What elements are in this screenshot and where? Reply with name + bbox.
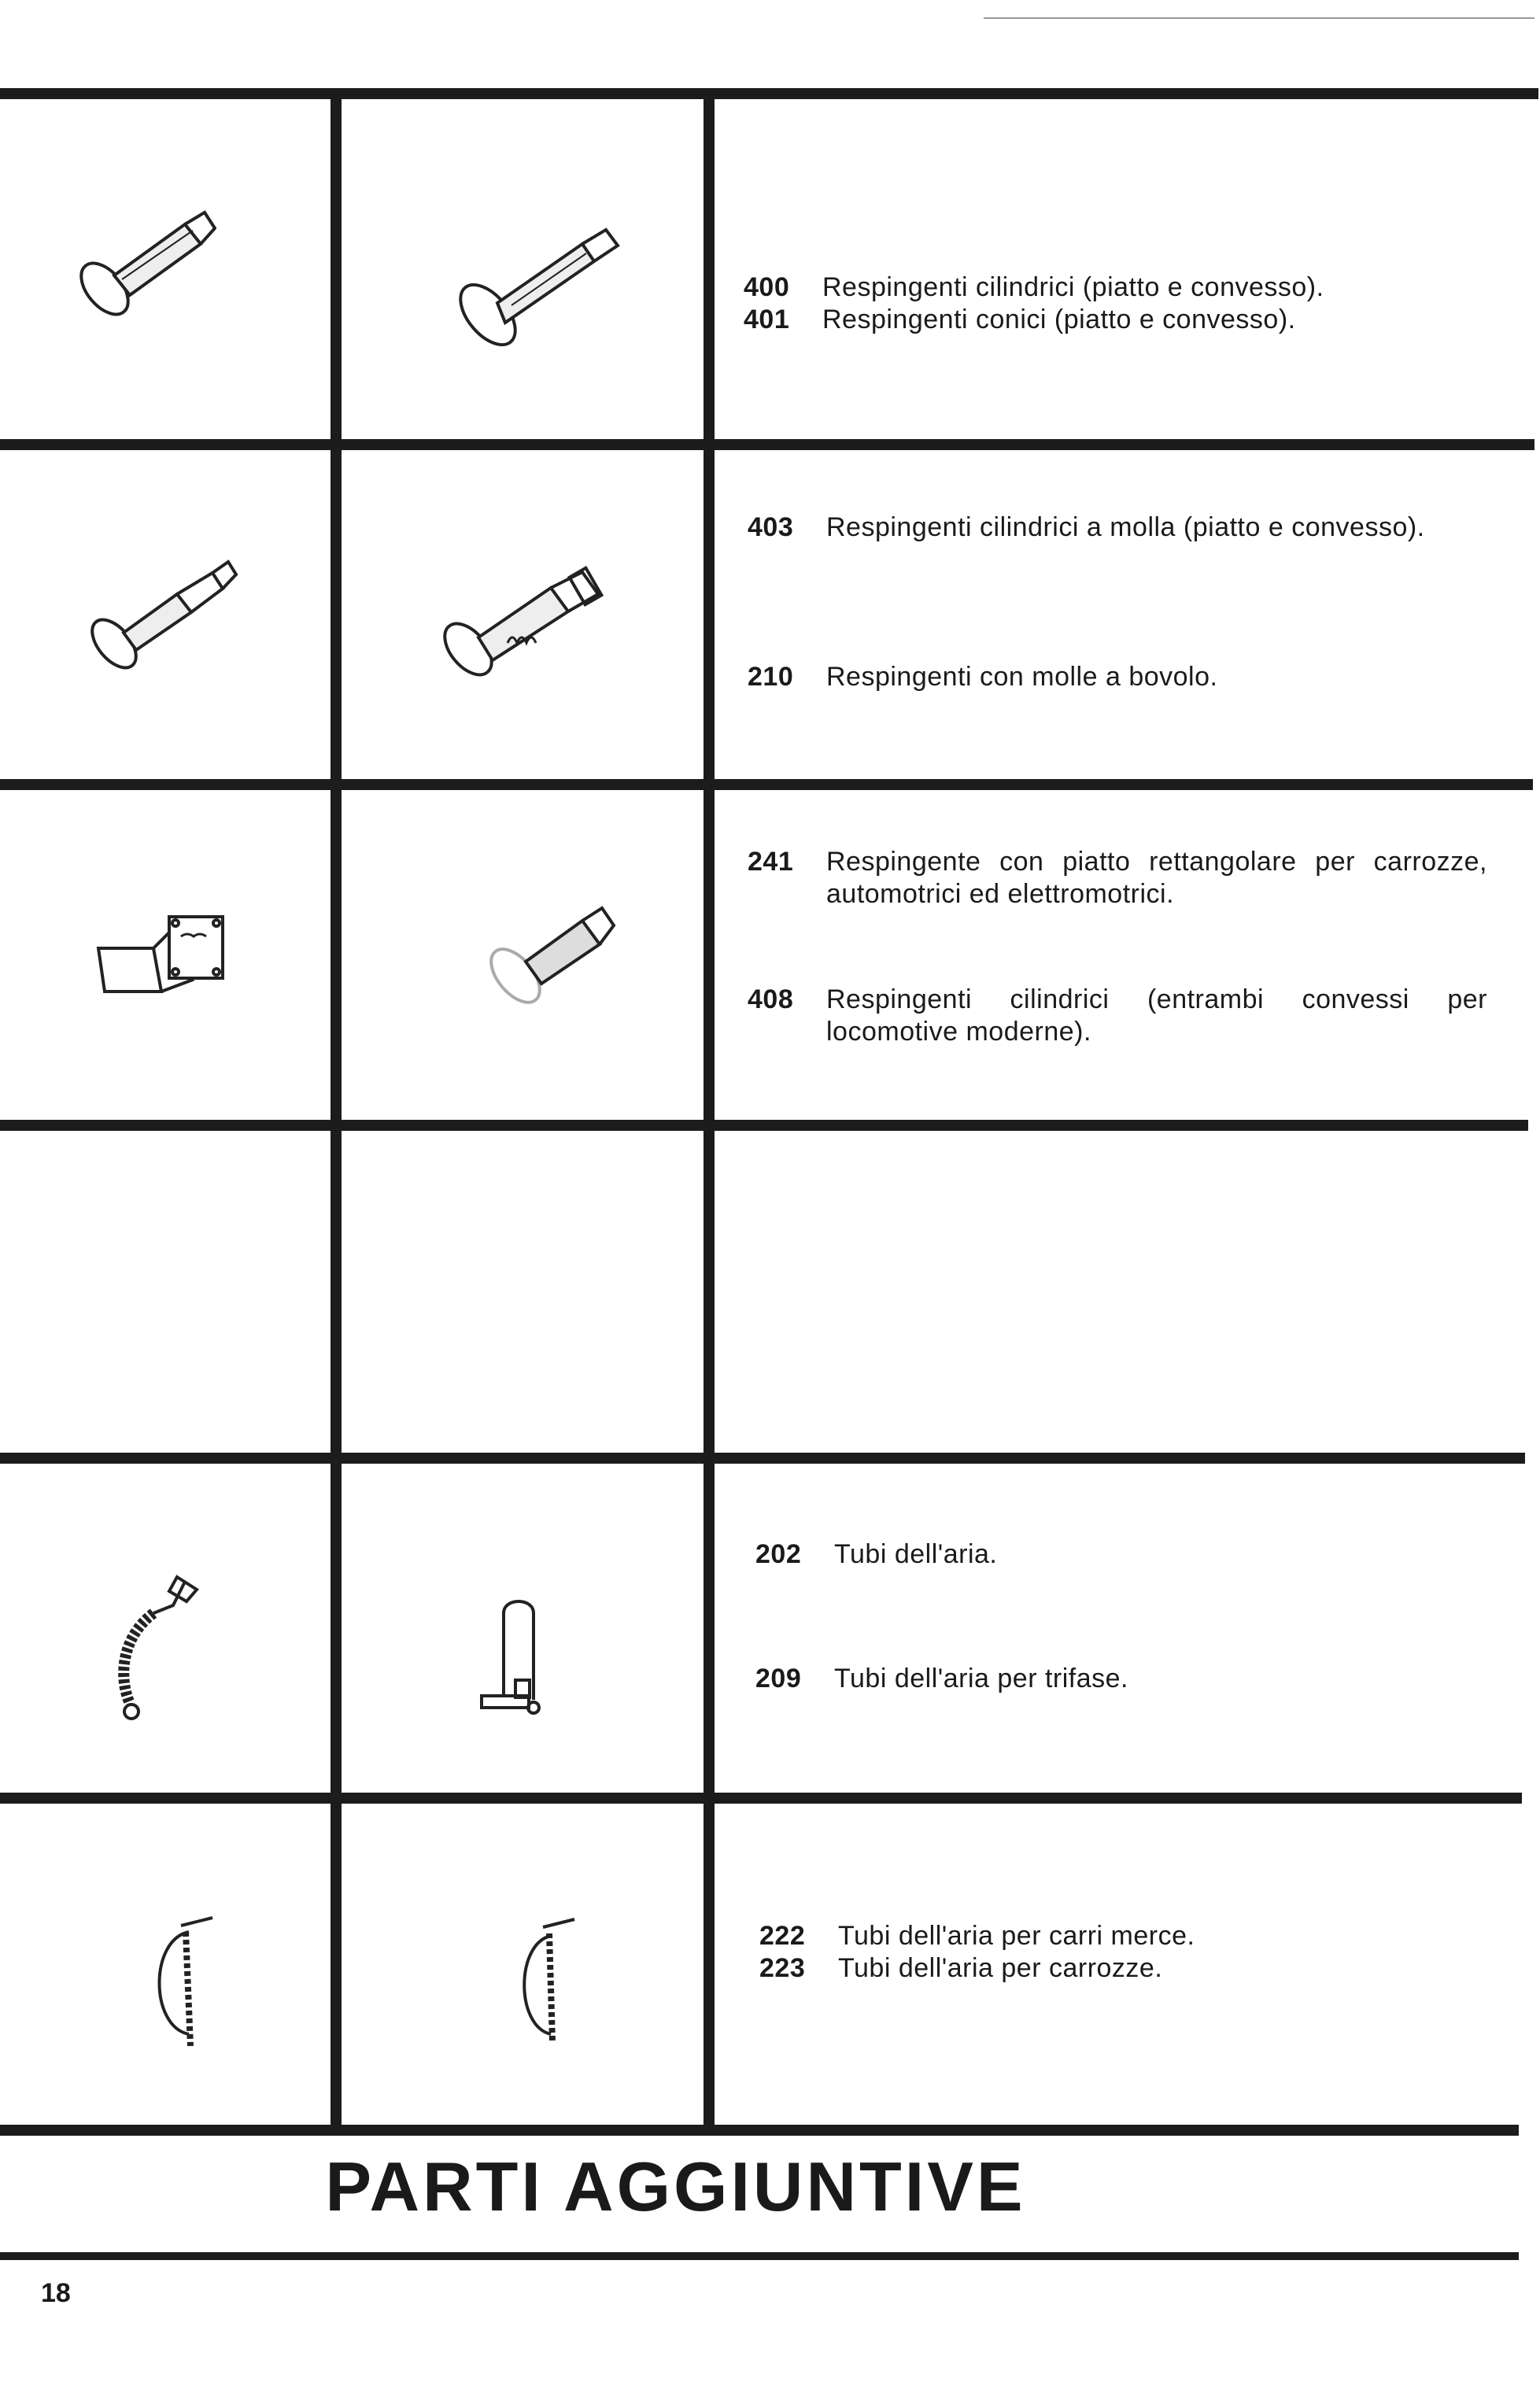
coach-air-hose-icon [511, 1916, 590, 2058]
item-text: Respingenti cilindrici (entrambi convessi per locomotive moderne). [826, 984, 1487, 1047]
freight-air-hose-icon [142, 1916, 228, 2058]
catalog-entry [744, 271, 1324, 304]
item-code: 408 [748, 984, 794, 1014]
grid-line [0, 1453, 1525, 1464]
top-rule [984, 17, 1534, 19]
grid-line [0, 779, 1533, 790]
grid-line [704, 88, 715, 2134]
item-code: 400 [744, 272, 790, 302]
item-code: 403 [748, 512, 794, 542]
section-title-text: PARTI AGGIUNTIVE [325, 2148, 1026, 2225]
grid-line [0, 439, 1534, 450]
section-title [0, 2147, 1540, 2227]
item-text: Tubi dell'aria per trifase. [834, 1664, 1129, 1693]
catalog-entry [748, 661, 1217, 693]
grid-line [0, 1793, 1522, 1804]
item-text: Respingenti cilindrici a molla (piatto e convesso). [826, 512, 1425, 542]
item-text: Respingenti con molle a bovolo. [826, 662, 1218, 692]
grid-line [0, 2252, 1519, 2260]
rectangular-buffer-icon [90, 901, 228, 1011]
convex-buffer-icon [480, 889, 618, 1023]
cylindrical-buffer-icon [75, 201, 216, 327]
item-text: Respingenti conici (piatto e convesso). [822, 305, 1296, 334]
item-code: 202 [755, 1539, 802, 1569]
grid-line [0, 2125, 1519, 2136]
item-code: 223 [759, 1953, 806, 1983]
grid-line [331, 88, 342, 2134]
catalog-entry [748, 846, 1487, 910]
catalog-entry [755, 1663, 1128, 1695]
catalog-entry [759, 1920, 1195, 1952]
item-text: Respingente con piatto rettangolare per carrozze, automotrici ed elettromotrici. [826, 847, 1487, 909]
catalog-entry [748, 512, 1425, 544]
item-code: 401 [744, 305, 790, 334]
item-text: Tubi dell'aria per carri merce. [838, 1921, 1195, 1951]
item-code: 241 [748, 847, 794, 877]
catalog-entry [744, 304, 1296, 336]
item-code: 209 [755, 1664, 802, 1693]
three-phase-air-hose-icon [472, 1590, 559, 1723]
grid-line [0, 88, 1538, 99]
item-code: 222 [759, 1921, 806, 1951]
coil-spring-buffer-icon [433, 555, 614, 696]
air-hose-icon [98, 1566, 209, 1723]
item-text: Tubi dell'aria per carrozze. [838, 1953, 1163, 1983]
spring-buffer-icon [83, 551, 240, 685]
conical-buffer-icon [449, 212, 630, 370]
item-code: 210 [748, 662, 794, 692]
grid-line [0, 1120, 1528, 1131]
item-text: Tubi dell'aria. [834, 1539, 998, 1569]
item-text: Respingenti cilindrici (piatto e convesso). [822, 272, 1324, 302]
page-number: 18 [41, 2278, 71, 2308]
catalog-entry [748, 984, 1487, 1048]
catalog-entry [759, 1952, 1162, 1985]
catalog-entry [755, 1538, 997, 1571]
